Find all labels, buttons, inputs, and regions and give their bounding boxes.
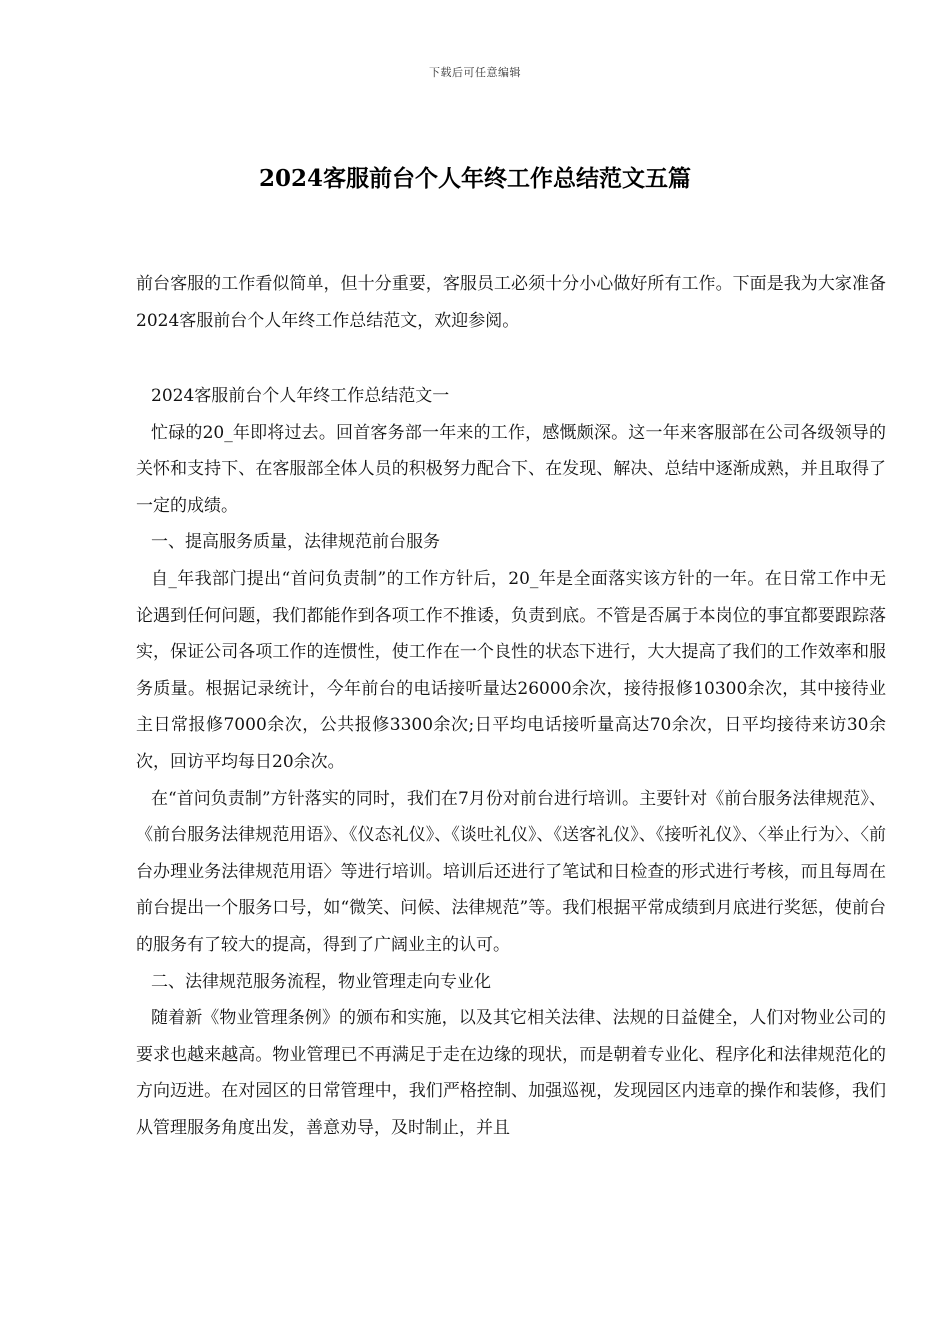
intro-text: 前台客服的工作看似简单，但十分重要，客服员工必须十分小心做好所有工作。下面是我为大家准备2024客服前台个人年终工作总结范文，欢迎参阅。 [136, 274, 886, 331]
body-paragraph: 随着新《物业管理条例》的颁布和实施，以及其它相关法律、法规的日益健全，人们对物业公司的要求也越来越高。物业管理已不再满足于走在边缘的现状，而是朝着专业化、程序化和法律规范化的方向迈进。在对园区的日常管理中，我们严格控制、加强巡视，发现园区内违章的操作和装修，我们从管理服务角度出发，善意劝导，及时制止，并且 [136, 1008, 886, 1138]
document-body [136, 378, 886, 1146]
subsection-heading-2: 二、法律规范服务流程，物业管理走向专业化 [151, 971, 491, 992]
body-paragraph: 在“首问负责制”方针落实的同时，我们在7月份对前台进行培训。主要针对《前台服务法律规范》、《前台服务法律规范用语》、《仪态礼仪》、《谈吐礼仪》、《送客礼仪》、《接听礼仪》、〈举止行为〉、〈前台办理业务法律规范用语〉等进行培训。培训后还进行了笔试和日检查的形式进行考核，而且每周在前台提出一个服务口号，如“微笑、问候、法律规范”等。我们根据平常成绩到月底进行奖惩，使前台的服务有了较大的提高，得到了广阔业主的认可。 [136, 788, 886, 955]
header-note: 下载后可任意编辑 [429, 66, 521, 79]
subsection-heading-1: 一、提高服务质量，法律规范前台服务 [151, 532, 440, 553]
intro-paragraph [136, 266, 886, 339]
body-paragraph: 忙碌的20_年即将过去。回首客务部一年来的工作，感慨颇深。这一年来客服部在公司各级领导的关怀和支持下、在客服部全体人员的积极努力配合下、在发现、解决、总结中逐渐成熟，并且取得了一定的成绩。 [136, 422, 886, 516]
section-heading-article-one: 2024客服前台个人年终工作总结范文一 [151, 386, 450, 406]
document-title: 2024客服前台个人年终工作总结范文五篇 [258, 165, 691, 192]
body-paragraph: 自_年我部门提出“首问负责制”的工作方针后，20_年是全面落实该方针的一年。在日常工作中无论遇到任何问题，我们都能作到各项工作不推诿，负责到底。不管是否属于本岗位的事宜都要跟踪落实，保证公司各项工作的连惯性，使工作在一个良性的状态下进行，大大提高了我们的工作效率和服务质量。根据记录统计，今年前台的电话接听量达26000余次，接待报修10300余次，其中接待业主日常报修7000余次，公共报修3300余次;日平均电话接听量高达70余次，日平均接待来访30余次，回访平均每日20余次。 [136, 568, 886, 772]
